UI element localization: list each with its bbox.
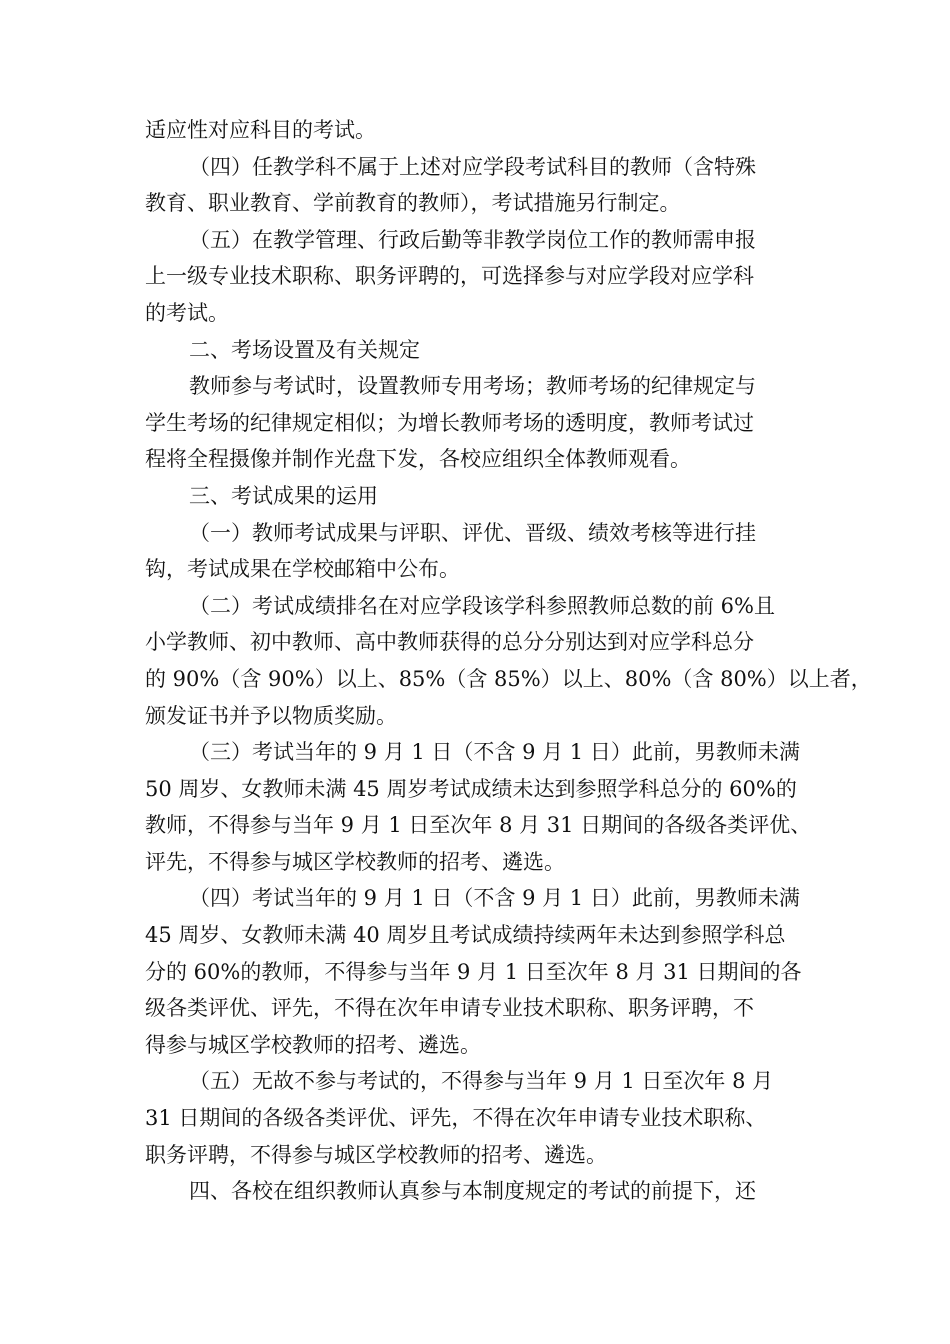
- text-line: （五）在教学管理、行政后勤等非教学岗位工作的教师需申报: [189, 227, 756, 252]
- text-line: 小学教师、初中教师、高中教师获得的总分分别达到对应学科总分: [145, 630, 754, 655]
- text-line: 适应性对应科目的考试。: [145, 118, 376, 142]
- paragraph: [145, 1063, 810, 1173]
- paragraph: [145, 734, 810, 880]
- text-line: 45 周岁、女教师未满 40 周岁且考试成绩持续两年未达到参照学科总: [145, 923, 786, 948]
- text-line: 的 90%（含 90%）以上、85%（含 85%）以上、80%（含 80%）以上者，: [145, 666, 872, 691]
- text-line: （二）考试成绩排名在对应学段该学科参照教师总数的前 6%且: [189, 593, 775, 618]
- paragraph: [145, 222, 810, 332]
- text-line: （五）无故不参与考试的，不得参与当年 9 月 1 日至次年 8 月: [189, 1069, 774, 1094]
- text-line: 得参与城区学校教师的招考、遴选。: [145, 1032, 481, 1057]
- text-line: 四、各校在组织教师认真参与本制度规定的考试的前提下，还: [189, 1179, 756, 1204]
- text-line: 上一级专业技术职称、职务评聘的，可选择参与对应学段对应学科: [145, 264, 754, 289]
- paragraph: [145, 515, 810, 588]
- text-line: 职务评聘，不得参与城区学校教师的招考、遴选。: [145, 1142, 607, 1167]
- paragraph: [145, 149, 810, 222]
- text-line: （四）任教学科不属于上述对应学段考试科目的教师（含特殊: [189, 154, 756, 179]
- section-heading: [145, 1173, 810, 1210]
- text-line: 的考试。: [145, 300, 229, 325]
- paragraph: [145, 112, 810, 149]
- text-line: 学生考场的纪律规定相似；为增长教师考场的透明度，教师考试过: [145, 410, 754, 435]
- paragraph: [145, 368, 810, 478]
- text-line: 三、考试成果的运用: [189, 483, 378, 508]
- section-heading: [145, 478, 810, 515]
- text-line: 二、考场设置及有关规定: [189, 337, 420, 362]
- text-line: 级各类评优、评先，不得在次年申请专业技术职称、职务评聘，不: [145, 996, 754, 1021]
- paragraph: [145, 588, 872, 734]
- text-line: 颁发证书并予以物质奖励。: [145, 703, 397, 728]
- section-heading: [145, 332, 810, 369]
- text-line: 钩，考试成果在学校邮箱中公布。: [145, 557, 460, 582]
- text-line: （一）教师考试成果与评职、评优、晋级、绩效考核等进行挂: [189, 520, 756, 545]
- text-line: 50 周岁、女教师未满 45 周岁考试成绩未达到参照学科总分的 60%的: [145, 776, 797, 801]
- text-line: （三）考试当年的 9 月 1 日（不含 9 月 1 日）此前，男教师未满: [189, 740, 800, 765]
- text-line: 教师参与考试时，设置教师专用考场；教师考场的纪律规定与: [189, 374, 756, 399]
- text-line: 31 日期间的各级各类评优、评先，不得在次年申请专业技术职称、: [145, 1106, 767, 1131]
- document-body: [145, 112, 872, 1210]
- text-line: 教师，不得参与当年 9 月 1 日至次年 8 月 31 日期间的各级各类评优、: [145, 813, 812, 838]
- text-line: 教育、职业教育、学前教育的教师），考试措施另行制定。: [145, 191, 681, 216]
- text-line: 分的 60%的教师，不得参与当年 9 月 1 日至次年 8 月 31 日期间的各: [145, 959, 802, 984]
- text-line: 评先，不得参与城区学校教师的招考、遴选。: [145, 849, 565, 874]
- text-line: 程将全程摄像并制作光盘下发，各校应组织全体教师观看。: [145, 447, 691, 472]
- text-line: （四）考试当年的 9 月 1 日（不含 9 月 1 日）此前，男教师未满: [189, 886, 800, 911]
- paragraph: [145, 880, 810, 1063]
